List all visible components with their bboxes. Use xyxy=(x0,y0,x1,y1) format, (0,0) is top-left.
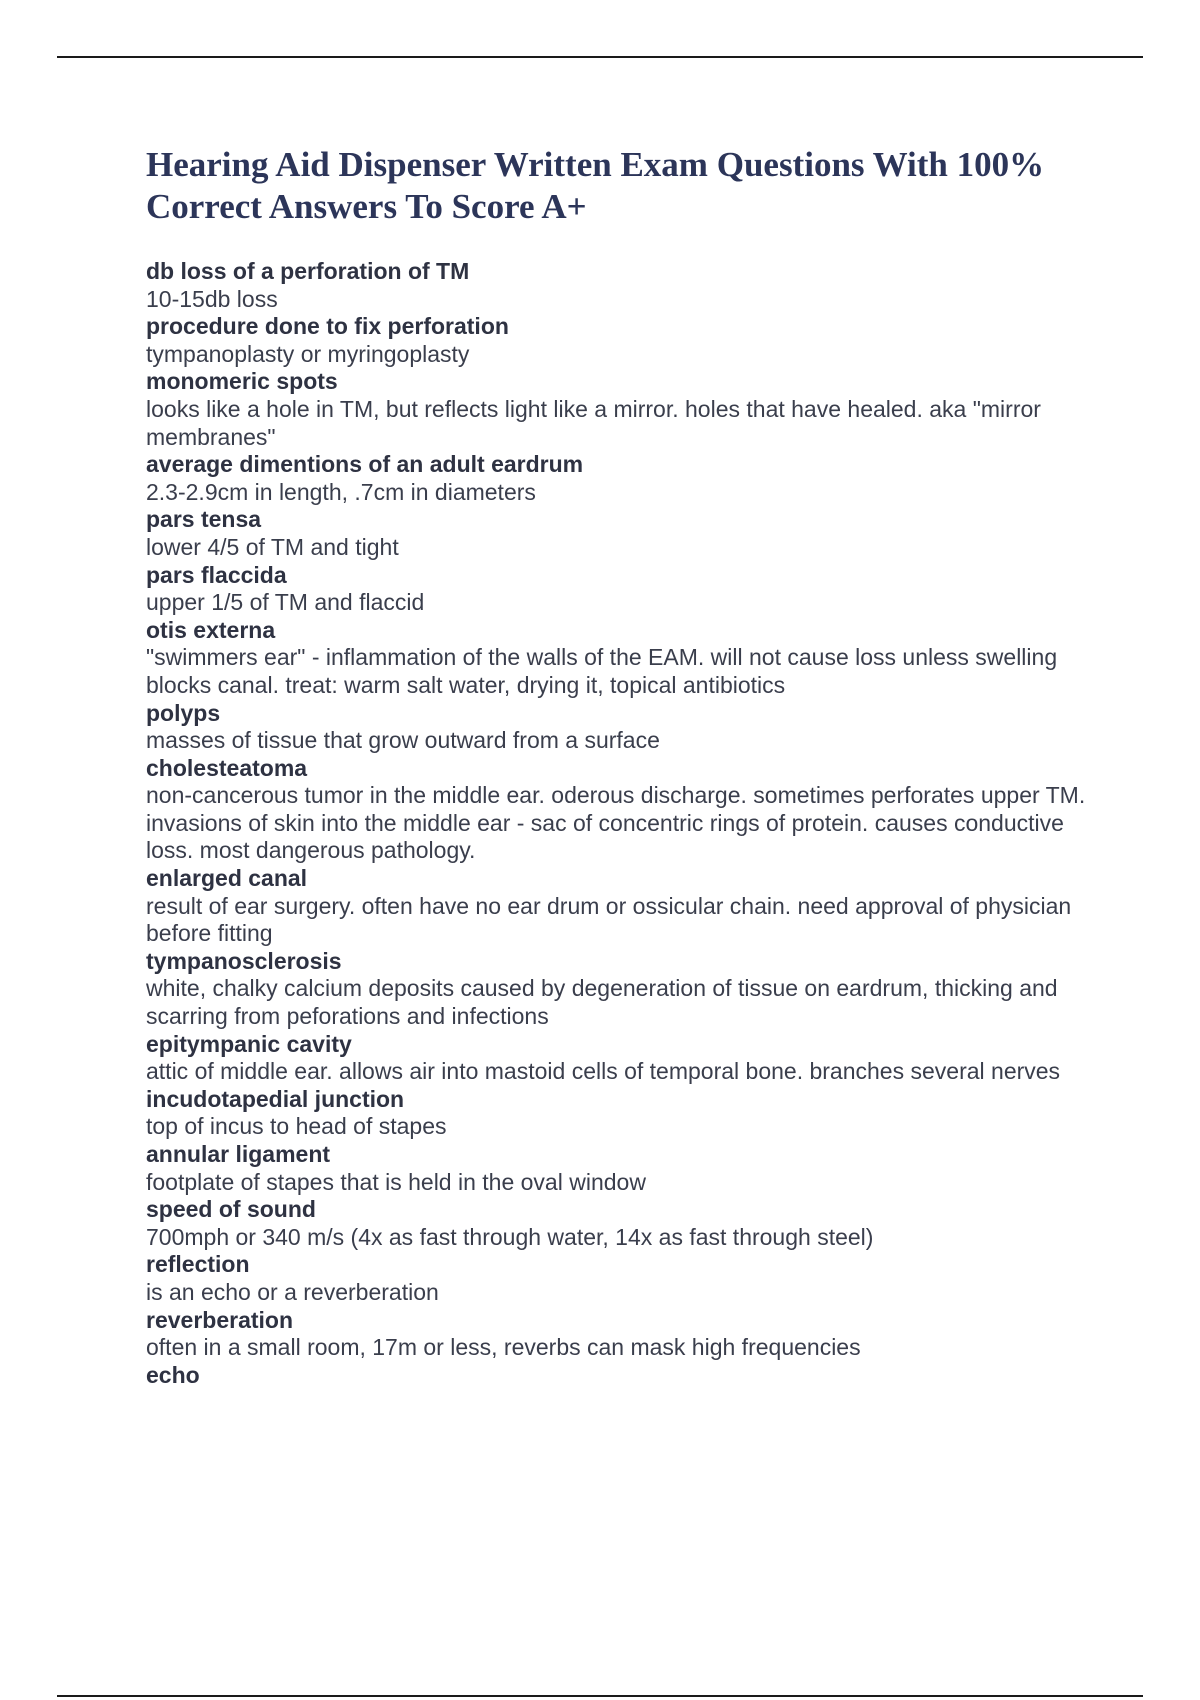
answer: 700mph or 340 m/s (4x as fast through water, 14x as fast through steel) xyxy=(146,1223,874,1250)
answer: 10-15db loss xyxy=(146,285,278,312)
question: pars flaccida xyxy=(146,561,287,588)
answer: attic of middle ear. allows air into mastoid cells of temporal bone. branches several nerves xyxy=(146,1058,1061,1085)
question: cholesteatoma xyxy=(146,754,308,781)
question: tympanosclerosis xyxy=(146,947,342,974)
answer: upper 1/5 of TM and flaccid xyxy=(146,589,425,616)
answer: result of ear surgery. often have no ear drum or ossicular chain. need approval of physician before fitting xyxy=(146,892,1072,947)
question: echo xyxy=(146,1361,200,1388)
answer: 2.3-2.9cm in length, .7cm in diameters xyxy=(146,478,536,505)
answer: footplate of stapes that is held in the oval window xyxy=(146,1168,646,1195)
answer: top of incus to head of stapes xyxy=(146,1113,447,1140)
answer: often in a small room, 17m or less, reverbs can mask high frequencies xyxy=(146,1334,861,1361)
answer: non-cancerous tumor in the middle ear. oderous discharge. sometimes perforates upper TM. invasions of skin into the middle ear - sac of concentric rings of protein. causes conductive loss. most dangerous pathology. xyxy=(146,782,1086,864)
footer-rule xyxy=(57,1695,1143,1697)
question: otis externa xyxy=(146,616,276,643)
answer: tympanoplasty or myringoplasty xyxy=(146,340,470,367)
question: polyps xyxy=(146,699,221,726)
question: db loss of a perforation of TM xyxy=(146,258,470,284)
question: average dimentions of an adult eardrum xyxy=(146,451,584,478)
question: enlarged canal xyxy=(146,865,308,892)
answer: masses of tissue that grow outward from a surface xyxy=(146,727,660,754)
question: reflection xyxy=(146,1251,250,1278)
answer: is an echo or a reverberation xyxy=(146,1278,439,1305)
answer: "swimmers ear" - inflammation of the walls of the EAM. will not cause loss unless swelling blocks canal. treat: warm salt water, drying it, topical antibiotics xyxy=(146,644,1058,698)
question: epitympanic cavity xyxy=(146,1030,352,1057)
page-title: Hearing Aid Dispenser Written Exam Questions With 100% Correct Answers To Score A+ xyxy=(146,145,1045,226)
question: speed of sound xyxy=(146,1196,316,1223)
question: pars tensa xyxy=(146,506,262,533)
qa-list xyxy=(146,258,1096,1389)
question: procedure done to fix perforation xyxy=(146,313,509,340)
answer: white, chalky calcium deposits caused by degeneration of tissue on eardrum, thicking and scarring from peforations and infections xyxy=(146,975,1058,1030)
header-rule xyxy=(57,56,1143,58)
question: incudotapedial junction xyxy=(146,1085,405,1112)
question: annular ligament xyxy=(146,1141,331,1167)
question: monomeric spots xyxy=(146,368,338,395)
question: reverberation xyxy=(146,1306,294,1333)
answer: lower 4/5 of TM and tight xyxy=(146,533,399,560)
answer: looks like a hole in TM, but reflects light like a mirror. holes that have healed. aka "mirror membranes" xyxy=(146,395,1041,450)
